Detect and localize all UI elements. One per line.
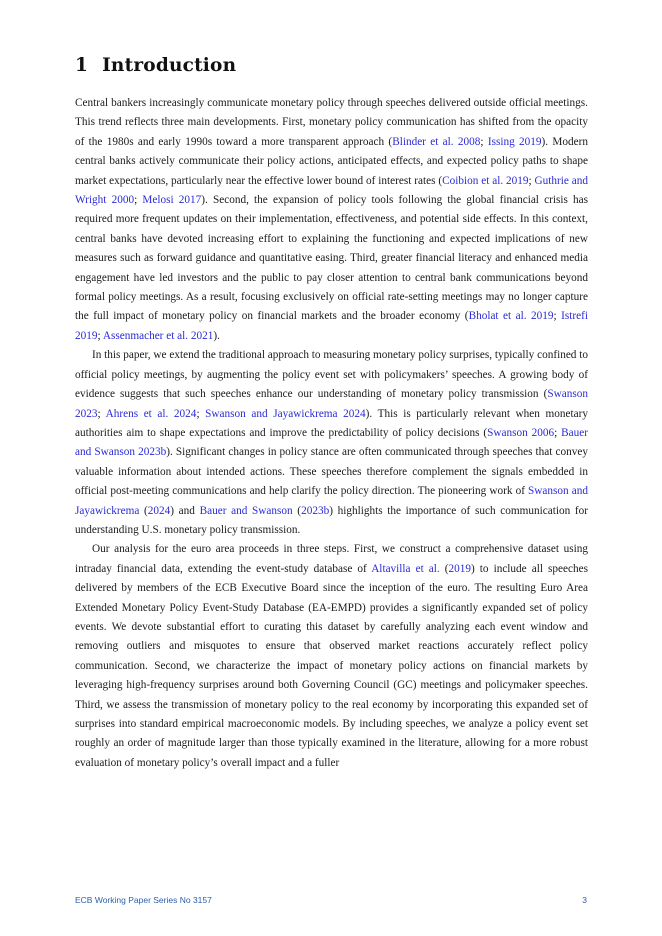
- paragraph-text: ). This is particularly relevant when monetary authorities aim to shape expectations and improve the predictability of policy decisions (: [75, 407, 588, 439]
- paragraph-text: ) and: [170, 504, 200, 517]
- citation-link[interactable]: Guthrie and Wright 2000: [75, 174, 588, 207]
- paragraph-text: ;: [97, 329, 103, 342]
- section-number: 1: [75, 55, 89, 76]
- citation-link[interactable]: Assenmacher et al. 2021: [102, 329, 214, 342]
- paragraph-text: ;: [196, 407, 206, 420]
- citation-link[interactable]: Bauer and Swanson: [199, 504, 293, 517]
- citation-link[interactable]: Istrefi 2019: [75, 310, 588, 342]
- citation-link[interactable]: Blinder et al. 2008: [392, 135, 481, 148]
- paragraph-text: ;: [554, 426, 562, 439]
- paragraph-text: Our analysis for the euro area proceeds in three steps. First, we construct a comprehensive dataset using intraday financial data, extending the event-study database of: [75, 543, 588, 575]
- citation-link[interactable]: Altavilla et al.: [371, 562, 440, 575]
- paragraph-text: ;: [528, 174, 535, 187]
- paragraph-text: ). Modern central banks actively communicate their policy actions, anticipated effects, and expected policy paths to shape market expectations, particularly near the effective lower bound of interest rates (: [75, 135, 588, 187]
- paragraph-text: ;: [134, 194, 143, 207]
- citation-link[interactable]: Issing 2019: [487, 135, 542, 148]
- paragraph-text: ) highlights the importance of such communication for understanding U.S. monetary policy transmission.: [75, 504, 589, 536]
- paragraph-text: ). Second, the expansion of policy tools following the global financial crisis has required more frequent updates on their implementation, effectiveness, and potential side effects. In this context, central banks have devoted increasing effort to explaining the functioning and expected implications of new measures such as forward guidance and quantitative easing. Third, greater financial literacy and enhanced media engagement have led investors and the public to pay closer attention to central bank communications beyond formal policy meetings. As a result, focusing exclusively on official rate-setting meetings may no longer capture the full impact of monetary policy on financial markets and the broader economy (: [75, 194, 588, 323]
- paragraph-text: Central bankers increasingly communicate monetary policy through speeches delivered outside official meetings. This trend reflects three main developments. First, monetary policy communication has shifted from the opacity of the 1980s and early 1990s toward a more transparent approach (: [75, 97, 588, 148]
- citation-link[interactable]: 2019: [448, 562, 471, 575]
- paragraph-text: (: [139, 504, 148, 517]
- citation-link[interactable]: Swanson 2006: [487, 426, 555, 439]
- citation-link[interactable]: 2024: [147, 504, 171, 517]
- paragraph-text: ) to include all speeches delivered by members of the ECB Executive Board since the inception of the euro. The resulting Euro Area Extended Monetary Policy Event-Study Database (EA-EMPD) provides a significantly expanded set of policy events. We devote substantial effort to curating this dataset by carefully analyzing each event window and removing outliers and misquotes to ensure that observed market reactions accurately reflect policy communication. Second, we characterize the impact of monetary policy actions on financial markets by leveraging high-frequency surprises around both Governing Council (GC) meetings and policymaker speeches. Third, we assess the transmission of monetary policy to the real economy by incorporating this expanded set of surprises into standard empirical macroeconomic models. By including speeches, we analyze a policy event set roughly an order of magnitude larger than those typically examined in the literature, allowing for a more robust evaluation of monetary policy’s overall impact and a fuller: [75, 562, 588, 769]
- paragraph-text: ;: [480, 135, 488, 148]
- citation-link[interactable]: Coibion et al. 2019: [442, 174, 529, 187]
- paragraph: [75, 346, 588, 540]
- citation-link[interactable]: Bauer and Swanson 2023b: [75, 426, 588, 459]
- body-text: [75, 94, 588, 773]
- citation-link[interactable]: Swanson and Jayawickrema 2024: [205, 407, 366, 420]
- paragraph: [75, 540, 588, 773]
- citation-link[interactable]: 2023b: [301, 504, 330, 517]
- paragraph-text: ). Significant changes in policy stance are often communicated through speeches that convey valuable information about intended actions. These speeches therefore complement the signals embedded in official post-meeting communications and help clarify the policy direction. The pioneering work of: [75, 446, 589, 498]
- paragraph-text: ;: [97, 407, 106, 420]
- citation-link[interactable]: Melosi 2017: [142, 194, 202, 207]
- paragraph-text: ).: [213, 329, 220, 342]
- footer-series: ECB Working Paper Series No 3157: [75, 895, 212, 905]
- paragraph-text: (: [292, 504, 302, 517]
- paragraph-text: ;: [553, 310, 562, 323]
- citation-link[interactable]: Swanson 2023: [75, 388, 588, 420]
- section-heading: [75, 55, 236, 76]
- section-title: Introduction: [102, 55, 237, 76]
- citation-link[interactable]: Swanson and Jayawickrema: [75, 485, 588, 517]
- paragraph-text: (: [439, 562, 449, 575]
- citation-link[interactable]: Ahrens et al. 2024: [105, 407, 197, 420]
- footer-page-number: 3: [582, 895, 587, 905]
- paragraph-text: In this paper, we extend the traditional approach to measuring monetary policy surprises, typically confined to official policy meetings, by augmenting the policy event set with policymakers’ speeches. A growing body of evidence suggests that such speeches enhance our understanding of monetary policy transmission (: [75, 349, 588, 401]
- paragraph: [75, 94, 588, 346]
- citation-link[interactable]: Bholat et al. 2019: [468, 310, 554, 323]
